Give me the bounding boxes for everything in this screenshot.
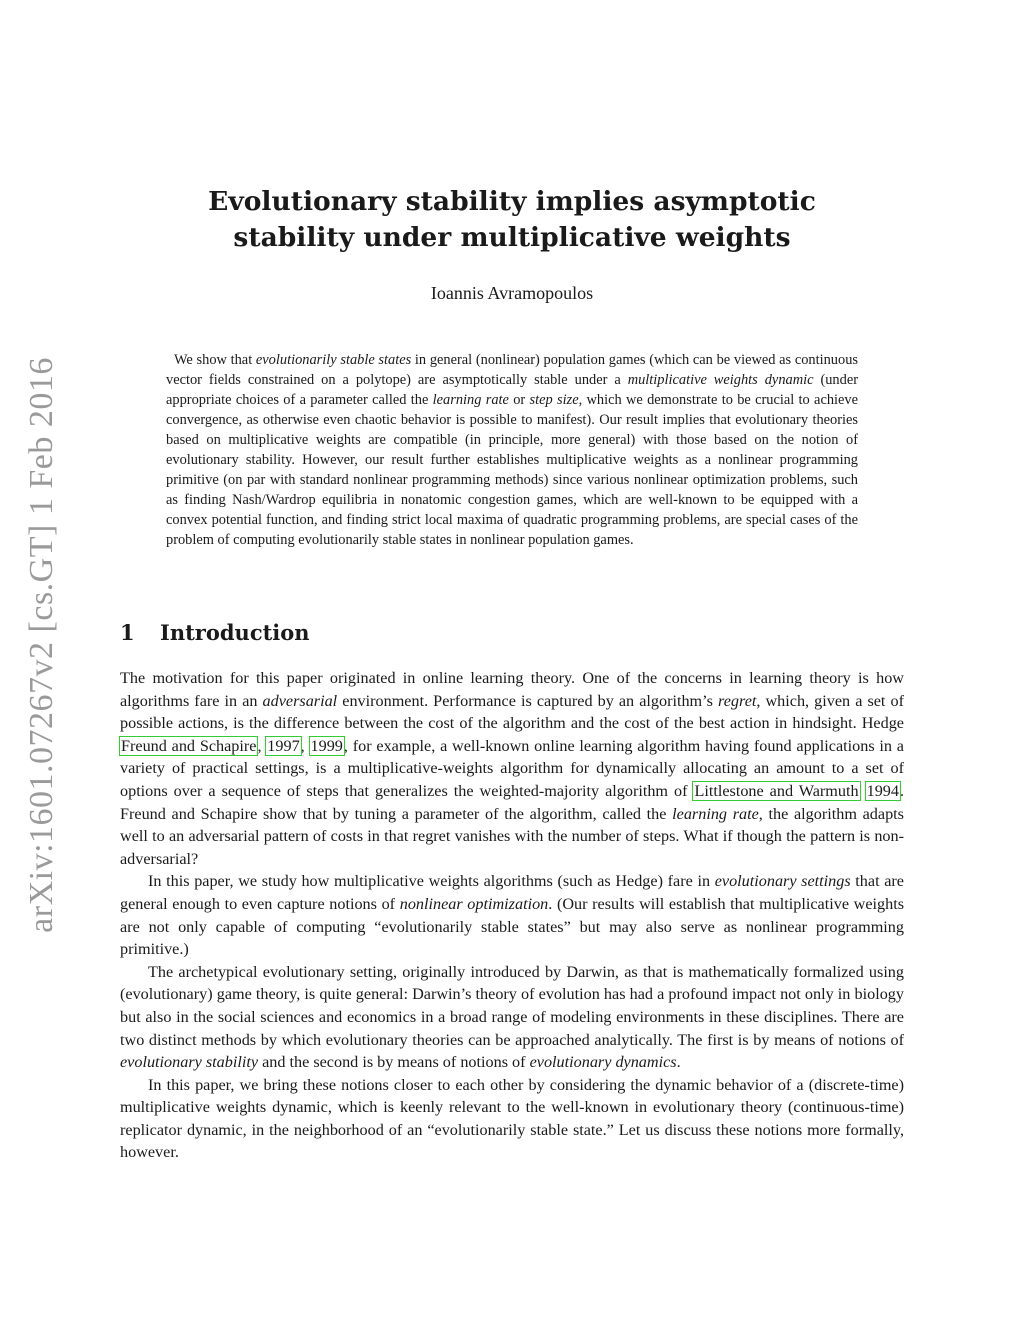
abstract-emphasis: multiplicative weights dynamic: [627, 372, 814, 388]
paper-title: Evolutionary stability implies asymptotic stability under multiplicative weights: [208, 186, 816, 253]
citation-link[interactable]: 1994: [866, 781, 899, 800]
abstract-emphasis: step size: [529, 392, 579, 408]
paragraph-text: The motivation for this paper originated in online learning theory. One of the concerns in learning theory is how algorithms fare in an: [120, 669, 904, 710]
paragraph-text: environment. Performance is captured by an algorithm’s: [337, 691, 719, 710]
emphasis: learning rate: [672, 804, 759, 823]
paragraph-text: .: [676, 1053, 681, 1072]
paragraph-text: [860, 782, 866, 800]
section-heading: [120, 620, 310, 645]
paragraph-text: , the algorithm adapts well to an adversarial pattern of costs in that regret vanishes with the number of steps. What if though the pattern is non-adversarial?: [120, 804, 904, 868]
section-body: [120, 667, 904, 1164]
citation-link[interactable]: Freund and Schapire: [121, 736, 257, 755]
citation-link[interactable]: 1997: [267, 736, 300, 755]
abstract-text: or: [508, 392, 530, 408]
paragraph-text: ,: [257, 736, 267, 755]
section-title: Introduction: [160, 620, 310, 645]
paragraph-text: . Freund and Schapire show that by tuning a parameter of the algorithm, called the: [120, 781, 905, 823]
paragraph-text: , for example, a well-known online learning algorithm having found applications in a variety of practical settings, is a multiplicative-weights algorithm for dynamically allocating an amount to a set of options over a sequence of steps that generalizes the weighted-majority algorithm of: [120, 736, 904, 800]
abstract: [166, 350, 858, 550]
emphasis: regret: [718, 691, 757, 710]
paragraph: [120, 667, 904, 870]
paragraph: [120, 1074, 904, 1164]
emphasis: evolutionary dynamics: [529, 1053, 677, 1072]
section-number: 1: [120, 620, 135, 645]
abstract-emphasis: evolutionarily stable states: [255, 352, 412, 368]
abstract-text: in general (nonlinear) population games (which can be viewed as continuous vector fields constrained on a polytope) are asymptotically stable under a: [166, 352, 858, 388]
paragraph-text: , which, given a set of possible actions, is the difference between the cost of the algorithm and the cost of the best action in hindsight. Hedge: [120, 691, 904, 733]
paragraph: [120, 961, 904, 1074]
abstract-text: We show that: [174, 352, 256, 368]
citation-link[interactable]: Littlestone and Warmuth: [694, 781, 859, 800]
emphasis: evolutionary settings: [714, 872, 851, 891]
abstract-text: , which we demonstrate to be crucial to achieve convergence, as otherwise even chaotic behavior is possible to manifest). Our result implies that evolutionary theories based on multiplicative weights are compatible (in principle, more general) with those based on the notion of evolutionary stability. However, our result further establishes multiplicative weights as a nonlinear programming primitive (on par with standard nonlinear programming methods) since various nonlinear optimization problems, such as finding Nash/Wardrop equilibria in nonatomic congestion games, which are well-known to be equipped with a convex potential function, and finding strict local maxima of quadratic programming problems, are special cases of the problem of computing evolutionarily stable states in nonlinear population games.: [166, 392, 858, 548]
paragraph-text: . (Our results will establish that multiplicative weights are not only capable of computing “evolutionarily stable states” but may also serve as nonlinear programming primitive.): [120, 894, 905, 959]
paragraph: [120, 870, 904, 960]
abstract-emphasis: learning rate: [432, 392, 509, 408]
arxiv-identifier: arXiv:1601.07267v2 [cs.GT] 1 Feb 2016: [23, 357, 60, 933]
paragraph-text: In this paper, we study how multiplicative weights algorithms (such as Hedge) fare in: [148, 872, 715, 891]
citation-link[interactable]: 1999: [310, 736, 343, 755]
emphasis: evolutionary stability: [120, 1053, 259, 1072]
emphasis: nonlinear optimization: [399, 894, 549, 913]
paragraph-text: that are general enough to even capture notions of: [120, 872, 904, 913]
paragraph-text: The archetypical evolutionary setting, originally introduced by Darwin, as that is mathematically formalized using (evolutionary) game theory, is quite general: Darwin’s theory of evolution has had a profound impact not only in biology but also in the social sciences and economics in a broad range of modeling environments in these disciplines. There are two distinct methods by which evolutionary theories can be approached analytically. The first is by means of notions of: [120, 962, 904, 1049]
paragraph-text: In this paper, we bring these notions closer to each other by considering the dynamic behavior of a (discrete-time) multiplicative weights dynamic, which is keenly relevant to the well-known in evolutionary theory (continuous-time) replicator dynamic, in the neighborhood of an “evolutionarily stable state.” Let us discuss these notions more formally, however.: [120, 1075, 904, 1162]
emphasis: adversarial: [262, 691, 338, 710]
paragraph-text: and the second is by means of notions of: [258, 1053, 530, 1072]
abstract-text: (under appropriate choices of a parameter called the: [166, 372, 858, 408]
paragraph-text: ,: [300, 736, 310, 755]
author-name: Ioannis Avramopoulos: [430, 283, 594, 303]
